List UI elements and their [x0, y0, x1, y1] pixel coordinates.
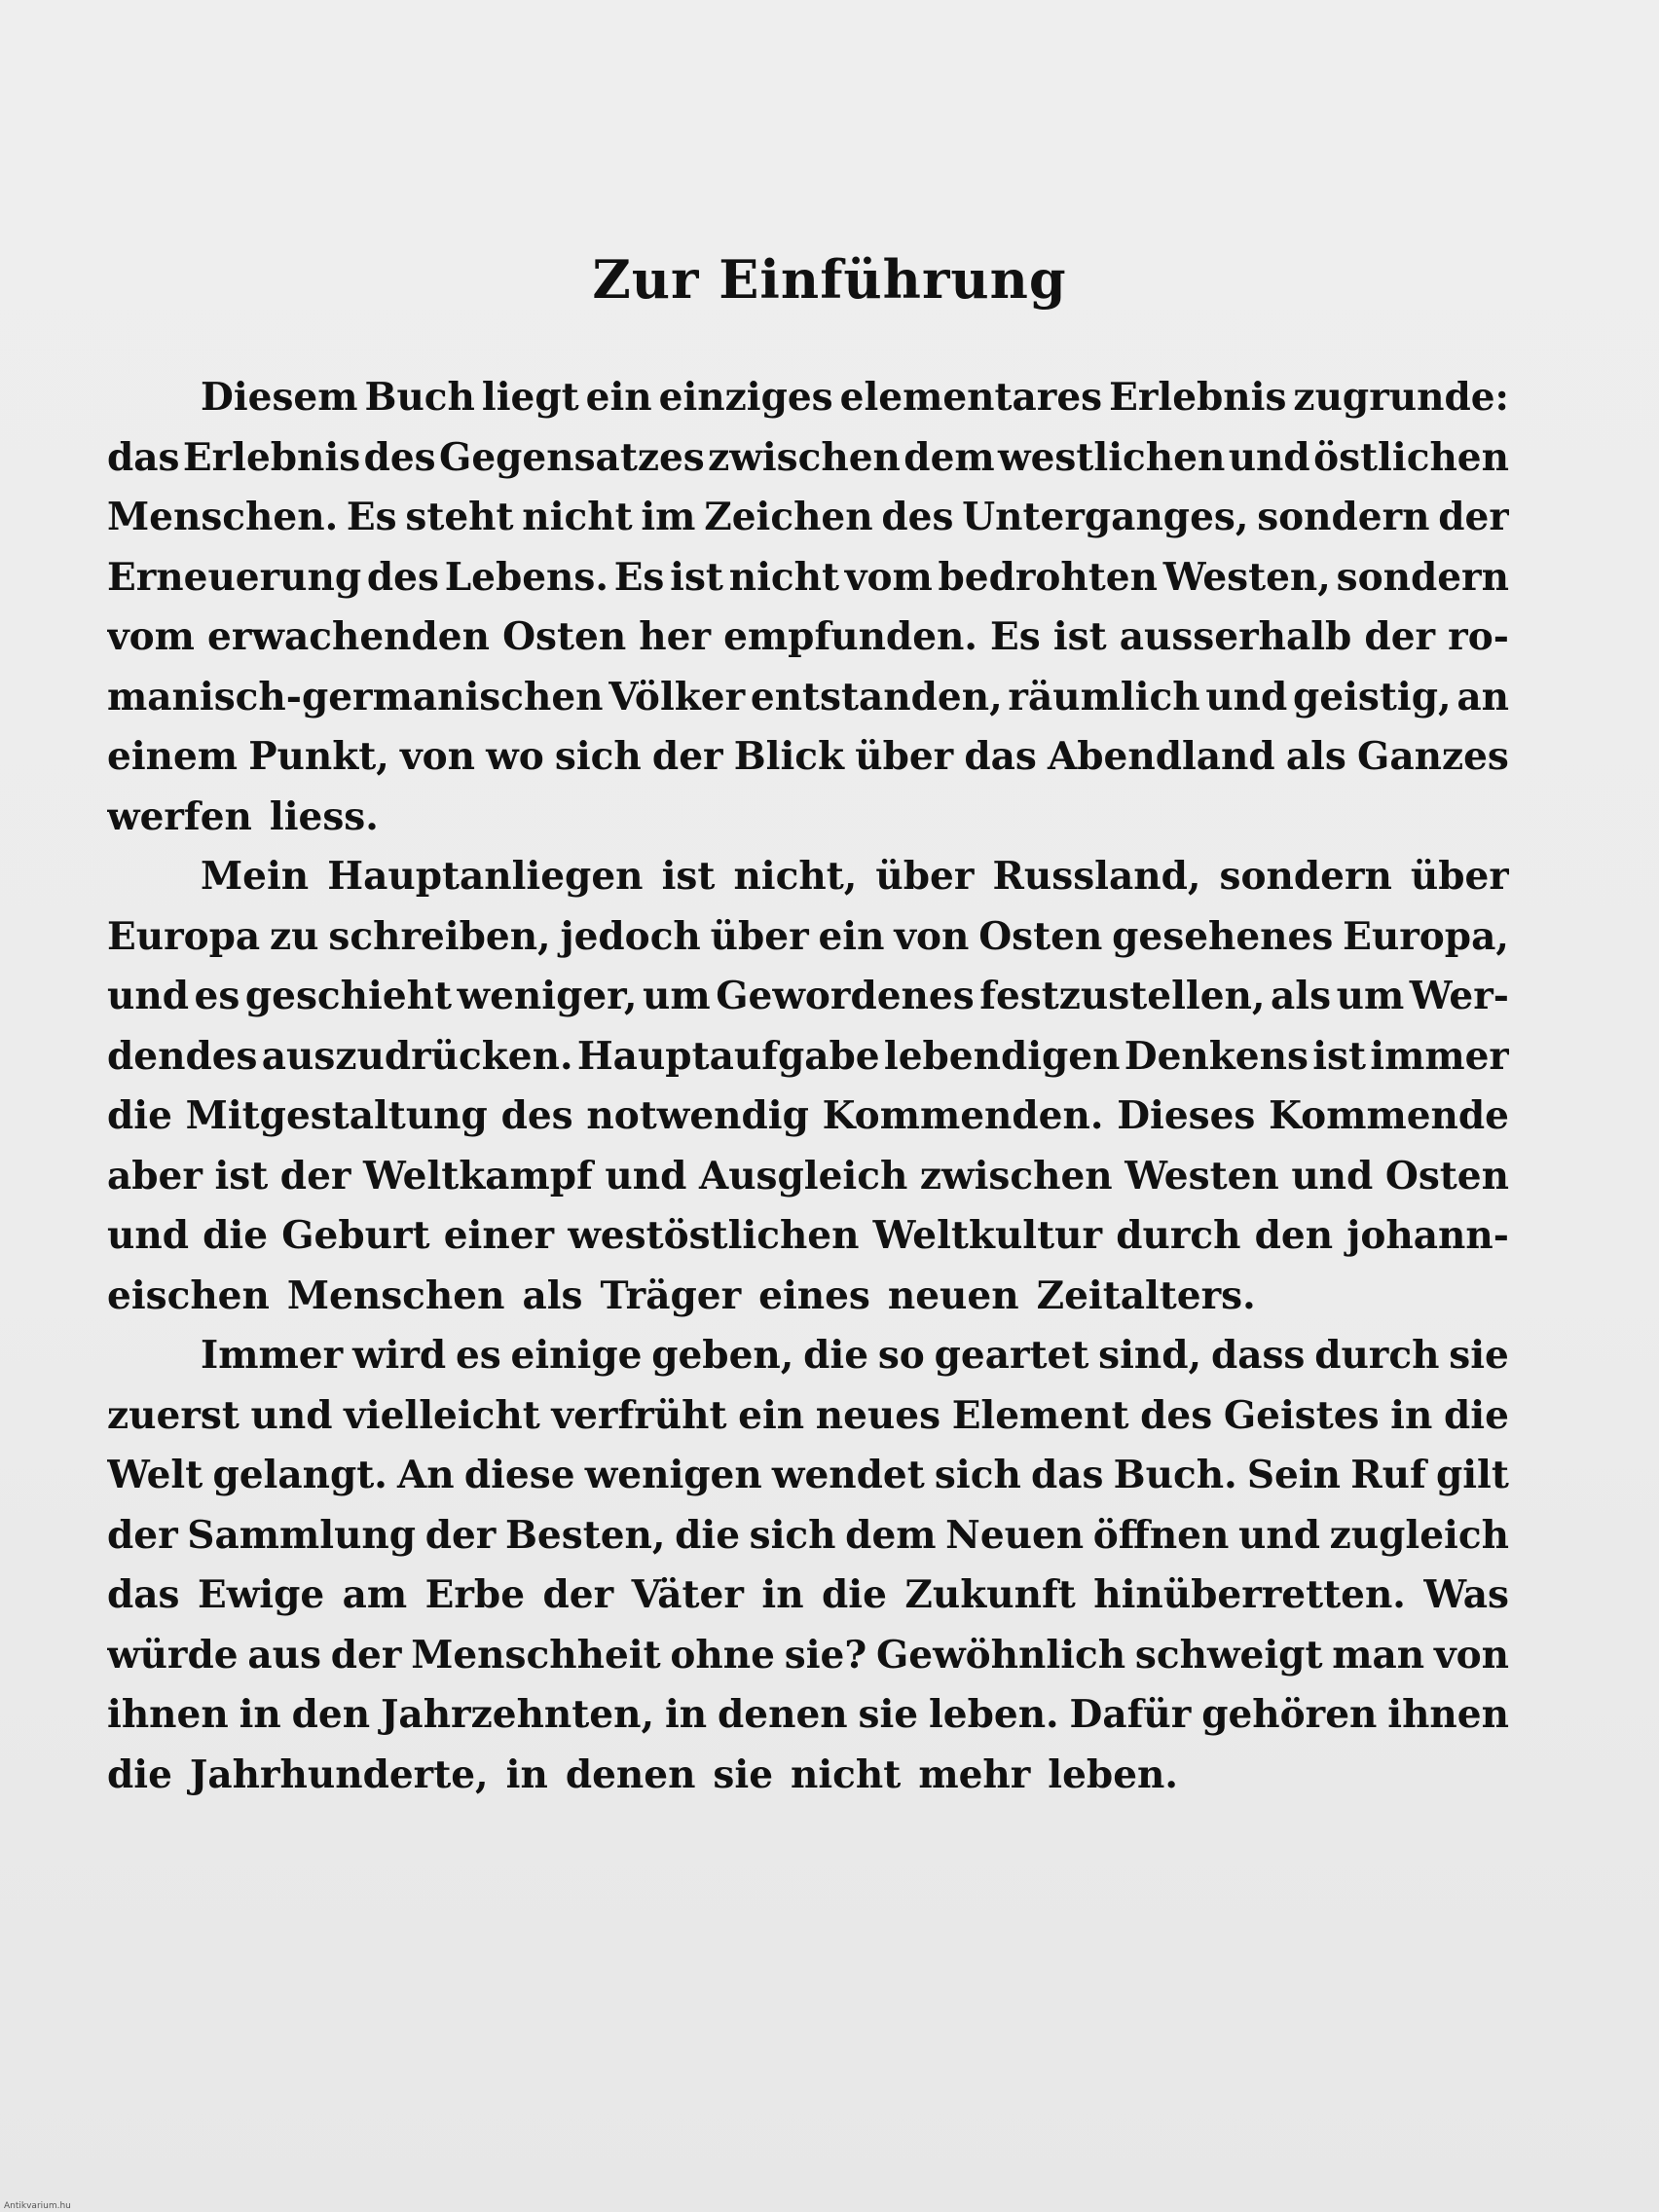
text-line: der Sammlung der Besten, die sich dem Neuen öffnen und zugleich — [107, 1512, 1509, 1558]
body-text — [107, 368, 1509, 1805]
text-line: und es geschieht weniger, um Gewordenes festzustellen, als um Wer- — [107, 974, 1509, 1018]
text-line: eischen Menschen als Träger eines neuen Zeitalters. — [107, 1272, 1256, 1318]
text-line: Diesem Buch liegt ein einziges elementares Erlebnis zugrunde: — [201, 375, 1509, 420]
text-line: dendes auszudrücken. Hauptaufgabe lebendigen Denkens ist immer — [107, 1033, 1509, 1079]
paragraph — [107, 847, 1509, 1326]
text-line: würde aus der Menschheit ohne sie? Gewöhnlich schweigt man von — [107, 1632, 1509, 1677]
text-line: zuerst und vielleicht verfrüht ein neues Element des Geistes in die — [107, 1392, 1509, 1438]
text-line: Welt gelangt. An diese wenigen wendet sich das Buch. Sein Ruf gilt — [107, 1453, 1509, 1497]
text-line: die Jahrhunderte, in denen sie nicht mehr leben. — [107, 1751, 1178, 1797]
text-line: das Erlebnis des Gegensatzes zwischen dem westlichen und östlichen — [107, 434, 1509, 480]
text-line: manisch-germanischen Völker entstanden, räumlich und geistig, an — [107, 674, 1509, 719]
text-line: Mein Hauptanliegen ist nicht, über Russland, sondern über — [201, 854, 1509, 899]
watermark: Antikvarium.hu — [4, 2201, 71, 2211]
text-line: Erneuerung des Lebens. Es ist nicht vom bedrohten Westen, sondern — [107, 554, 1509, 600]
text-line: und die Geburt einer westöstlichen Weltkultur durch den johann- — [107, 1213, 1509, 1258]
text-line: die Mitgestaltung des notwendig Kommenden. Dieses Kommende — [107, 1093, 1509, 1138]
text-line: aber ist der Weltkampf und Ausgleich zwischen Westen und Osten — [107, 1153, 1509, 1198]
text-line: ihnen in den Jahrzehnten, in denen sie leben. Dafür gehören ihnen — [107, 1692, 1509, 1737]
paragraph — [107, 368, 1509, 847]
text-line: Immer wird es einige geben, die so geartet sind, dass durch sie — [201, 1333, 1509, 1378]
text-line: einem Punkt, von wo sich der Blick über das Abendland als Ganzes — [107, 734, 1509, 779]
page-title: Zur Einführung — [592, 248, 1067, 311]
text-line: Europa zu schreiben, jedoch über ein von Osten gesehenes Europa, — [107, 913, 1509, 959]
paragraph — [107, 1326, 1509, 1805]
text-line: Menschen. Es steht nicht im Zeichen des Unterganges, sondern der — [107, 495, 1509, 539]
text-line: werfen liess. — [107, 793, 379, 839]
text-line: vom erwachenden Osten her empfunden. Es ist ausserhalb der ro- — [107, 614, 1509, 659]
text-line: das Ewige am Erbe der Väter in die Zukunft hinüberretten. Was — [107, 1572, 1509, 1617]
